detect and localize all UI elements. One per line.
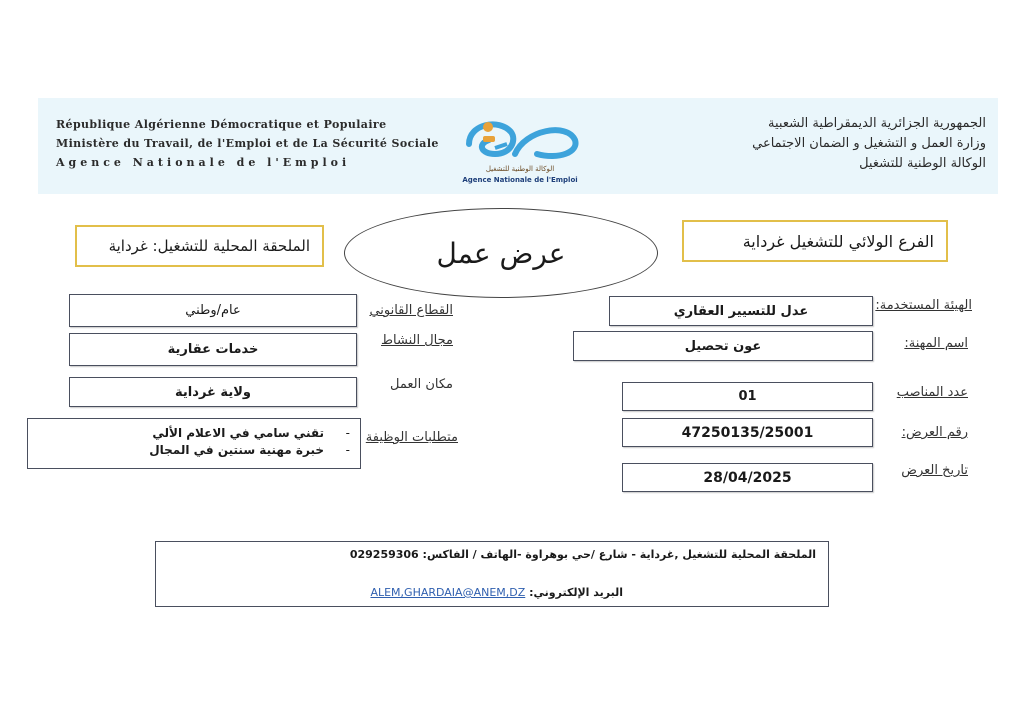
offer-title: عرض عمل — [436, 236, 566, 270]
job-label: اسم المهنة: — [904, 336, 968, 351]
workplace-label: مكان العمل — [390, 377, 453, 392]
workplace-field: ولاية غرداية — [69, 377, 357, 407]
contact-email-line — [370, 586, 623, 599]
header-arabic — [752, 114, 986, 174]
positions-field: 01 — [622, 382, 873, 411]
positions-label: عدد المناصب — [896, 385, 968, 400]
header-fr-line1: République Algérienne Démocratique et Populaire — [56, 118, 387, 131]
legal-sector-label: القطاع القانوني — [369, 303, 453, 318]
offer-number-label: رقم العرض: — [901, 425, 968, 440]
employer-field: عدل للتسيير العقاري — [609, 296, 873, 326]
header-ar-line2: وزارة العمل و التشغيل و الضمان الاجتماعي — [752, 136, 986, 151]
contact-address: الملحقة المحلية للتشغيل ,غرداية - شارع /حي بوهراوة -الهاتف / الفاكس: 029259306 — [349, 548, 816, 561]
job-field: عون تحصيل — [573, 331, 873, 361]
logo-french-caption: Agence Nationale de l'Emploi — [462, 176, 578, 184]
offer-title-ellipse — [344, 208, 658, 298]
header-fr-line2: Ministère du Travail, de l'Emploi et de La Sécurité Sociale — [56, 137, 439, 150]
email-label: البريد الإلكتروني: — [529, 586, 623, 599]
header-ar-line1: الجمهورية الجزائرية الديمقراطية الشعبية — [768, 116, 986, 131]
anem-logo-icon — [455, 110, 585, 170]
employer-label: الهيئة المستخدمة: — [875, 298, 972, 313]
requirement-item: -خبرة مهنية سنتين في المجال — [149, 443, 350, 457]
header-ar-line3: الوكالة الوطنية للتشغيل — [859, 156, 986, 171]
branch-title: الفرع الولائي للتشغيل غرداية — [742, 231, 934, 251]
activity-field: خدمات عقارية — [69, 333, 357, 366]
activity-label: مجال النشاط — [381, 333, 453, 348]
requirement-item: -تقني سامي في الاعلام الألي — [152, 426, 350, 440]
header-fr-line3: Agence Nationale de l'Emploi — [56, 156, 351, 169]
offer-date-label: تاريخ العرض — [901, 463, 968, 478]
branch-title-box — [682, 220, 948, 262]
header-french — [56, 115, 439, 172]
agency-title-box — [75, 225, 324, 267]
offer-date-field: 28/04/2025 — [622, 463, 873, 492]
requirements-label: متطلبات الوظيفة — [365, 430, 458, 445]
offer-number-field: 47250135/25001 — [622, 418, 873, 447]
contact-box — [155, 541, 829, 607]
requirements-box — [27, 418, 361, 469]
legal-sector-field: عام/وطني — [69, 294, 357, 327]
email-link[interactable]: ALEM,GHARDAIA@ANEM,DZ — [370, 586, 526, 599]
agency-title: الملحقة المحلية للتشغيل: غرداية — [108, 237, 310, 255]
logo-arabic-caption: الوكالة الوطنية للتشغيل — [485, 165, 555, 173]
